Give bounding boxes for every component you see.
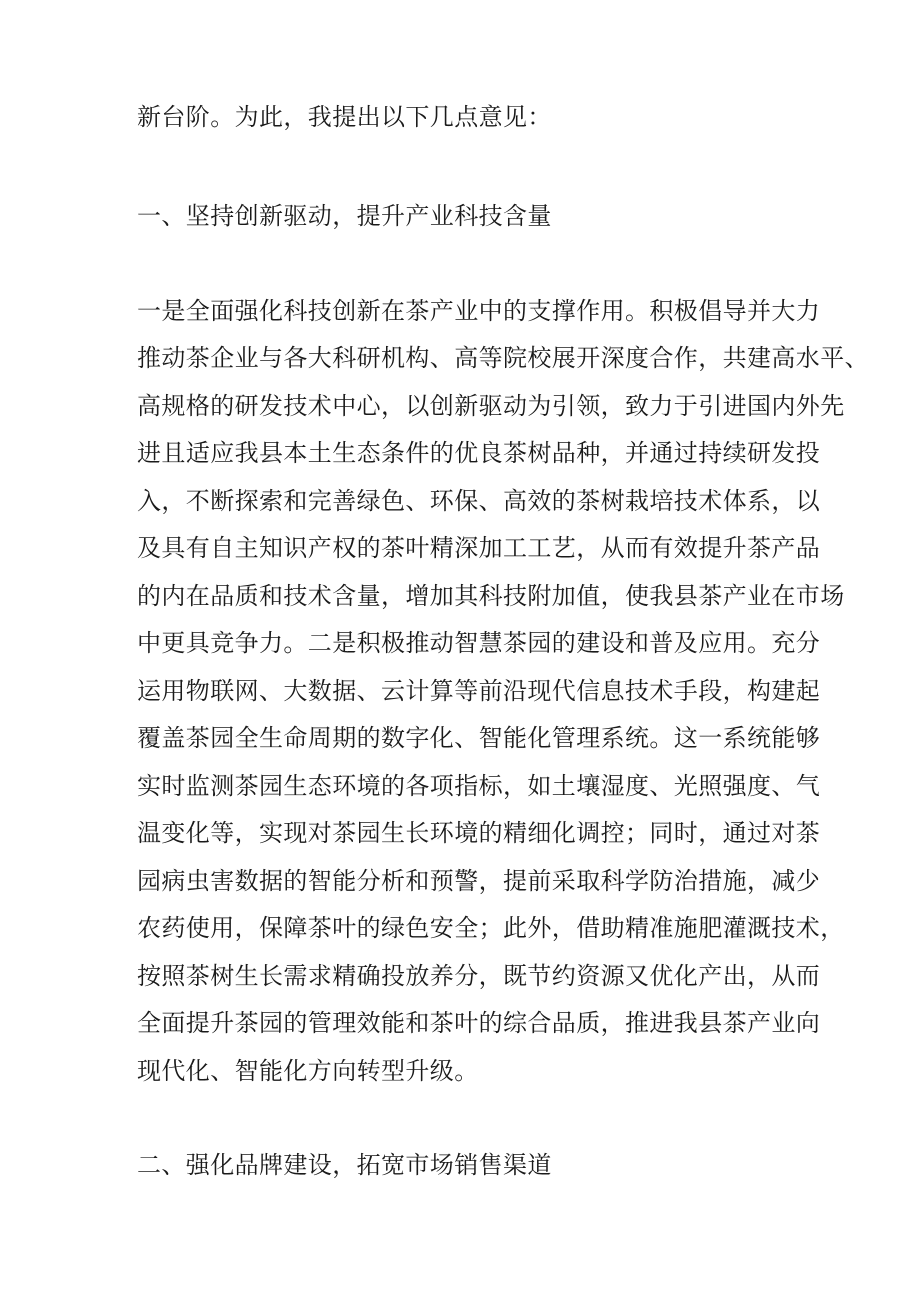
paragraph-line: 覆盖茶园全生命周期的数字化、智能化管理系统。这一系统能够 xyxy=(137,724,821,752)
paragraph-line: 运用物联网、大数据、云计算等前沿现代信息技术手段，构建起 xyxy=(137,677,821,705)
section-heading-1: 一、坚持创新驱动，提升产业科技含量 xyxy=(137,202,552,230)
paragraph-line: 一是全面强化科技创新在茶产业中的支撑作用。积极倡导并大力 xyxy=(137,297,821,325)
paragraph-line: 高规格的研发技术中心，以创新驱动为引领，致力于引进国内外先 xyxy=(137,392,845,420)
paragraph-line: 进且适应我县本土生态条件的优良茶树品种，并通过持续研发投 xyxy=(137,439,821,467)
paragraph-line: 实时监测茶园生态环境的各项指标，如土壤湿度、光照强度、气 xyxy=(137,772,821,800)
intro-line: 新台阶。为此，我提出以下几点意见： xyxy=(137,103,552,131)
paragraph-line: 按照茶树生长需求精确投放养分，既节约资源又优化产出，从而 xyxy=(137,962,821,990)
paragraph-line: 推动茶企业与各大科研机构、高等院校展开深度合作，共建高水平、 xyxy=(137,344,869,372)
paragraph-line: 园病虫害数据的智能分析和预警，提前采取科学防治措施，减少 xyxy=(137,867,821,895)
paragraph-line: 农药使用，保障茶叶的绿色安全；此外，借助精准施肥灌溉技术， xyxy=(137,914,845,942)
paragraph-line: 及具有自主知识产权的茶叶精深加工工艺，从而有效提升茶产品 xyxy=(137,534,821,562)
paragraph-line: 全面提升茶园的管理效能和茶叶的综合品质，推进我县茶产业向 xyxy=(137,1009,821,1037)
section-heading-2: 二、强化品牌建设，拓宽市场销售渠道 xyxy=(137,1151,552,1179)
paragraph-line: 中更具竞争力。二是积极推动智慧茶园的建设和普及应用。充分 xyxy=(137,629,821,657)
paragraph-line: 入，不断探索和完善绿色、环保、高效的茶树栽培技术体系，以 xyxy=(137,487,821,515)
paragraph-line: 温变化等，实现对茶园生长环境的精细化调控；同时，通过对茶 xyxy=(137,819,821,847)
paragraph-line: 现代化、智能化方向转型升级。 xyxy=(137,1057,479,1085)
paragraph-line: 的内在品质和技术含量，增加其科技附加值，使我县茶产业在市场 xyxy=(137,582,845,610)
